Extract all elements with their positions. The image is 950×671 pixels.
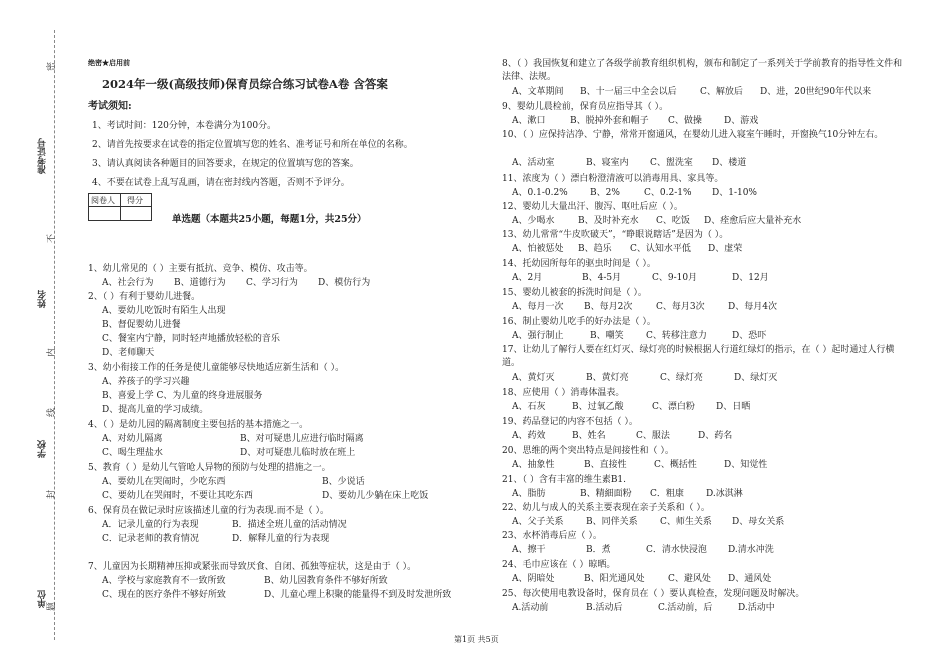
- q18-option-d: D、日晒: [716, 402, 751, 412]
- q21-option-a: A、脂肪: [512, 489, 546, 499]
- q3-option-d: D、提高儿童的学习成绩。: [102, 405, 209, 415]
- q23-option-a: A、擦干: [512, 545, 546, 555]
- q16-option-c: C、转移注意力: [646, 331, 707, 341]
- question-24: 24、毛巾应该在（ ）晾晒。: [502, 560, 616, 570]
- question-25: 25、每次使用电教设备时，保育员在（ ）要认真检查，发现问题及时解决。: [502, 589, 805, 599]
- sidebar-label-school: 学校: [38, 440, 48, 458]
- q4-option-b: B、对可疑患儿应进行临时隔离: [240, 434, 364, 444]
- notice-1: 1、考试时间：120分钟，本卷满分为100分。: [92, 121, 277, 131]
- q8-option-c: C、解放后: [700, 87, 743, 97]
- q9-option-d: D、游戏: [724, 116, 759, 126]
- question-22: 22、幼儿与成人的关系主要表现在亲子关系和（ ）。: [502, 503, 710, 513]
- q24-option-d: D、通风处: [728, 574, 772, 584]
- q10-option-b: B、寝室内: [586, 158, 629, 168]
- q11-option-b: B、2%: [590, 188, 620, 198]
- notice-2: 2、请首先按要求在试卷的指定位置填写您的姓名、准考证号和所在单位的名称。: [92, 140, 413, 150]
- question-3: 3、幼小衔接工作的任务是使儿童能够尽快地适应新生活和（ ）。: [88, 363, 345, 373]
- q11-option-d: D、1-10%: [712, 188, 757, 198]
- notice-4: 4、不要在试卷上乱写乱画，请在密封线内答题，否则不予评分。: [92, 178, 350, 188]
- q22-option-c: C、师生关系: [660, 517, 712, 527]
- q3-option-bc: B、喜爱上学 C、为儿童的终身进展服务: [102, 391, 263, 401]
- question-14: 14、托幼园所每年的驱虫时间是（ ）。: [502, 259, 656, 269]
- q24-option-b: B、阳光通风处: [584, 574, 645, 584]
- q1-option-b: B、道德行为: [174, 278, 226, 288]
- section-heading: 单选题（本题共25小题，每题1分，共25分）: [172, 214, 367, 225]
- q8-option-d: D、进，20世纪90年代以来: [760, 87, 872, 97]
- question-2: 2、（ ）有利于婴幼儿进餐。: [88, 292, 201, 302]
- q15-option-a: A、每月一次: [512, 302, 564, 312]
- q9-option-c: C、做操: [668, 116, 702, 126]
- question-9: 9、婴幼儿晨检前，保育员应指导其（ ）。: [502, 102, 669, 112]
- page-title: 2024年一级(高级技师)保育员综合练习试卷A卷 含答案: [102, 77, 388, 91]
- q6-option-a: A．记录儿童的行为表现: [102, 520, 199, 530]
- q18-option-c: C、漂白粉: [652, 402, 695, 412]
- q4-option-d: D、对可疑患儿临时放在班上: [240, 448, 356, 458]
- question-6: 6、保育员在做记录时应该描述儿童的行为表现.而不是（ ）。: [88, 506, 329, 516]
- q7-option-c: C、现在的医疗条件不够好所致: [102, 590, 226, 600]
- q18-option-a: A、石灰: [512, 402, 546, 412]
- q13-option-c: C、认知水平低: [630, 244, 691, 254]
- q7-option-a: A、学校与家庭教育不一致所致: [102, 576, 226, 586]
- question-18: 18、应使用（ ）消毒体温表。: [502, 388, 625, 398]
- q1-option-d: D、模仿行为: [318, 278, 371, 288]
- question-12: 12、婴幼儿大量出汗、腹泻、呕吐后应（ ）。: [502, 202, 683, 212]
- q10-option-a: A、活动室: [512, 158, 555, 168]
- q21-option-d: D.冰淇淋: [706, 489, 743, 499]
- q5-option-a: A、要幼儿在哭闹时，少吃东西: [102, 477, 226, 487]
- question-5: 5、教育（ ）是幼儿气管呛人异物的预防与处理的措施之一。: [88, 463, 331, 473]
- q17-option-d: D、绿灯灭: [734, 373, 778, 383]
- q15-option-b: B、每月2次: [584, 302, 633, 312]
- q4-option-c: C、喝生理盐水: [102, 448, 163, 458]
- q10-option-c: C、盥洗室: [650, 158, 693, 168]
- q8-option-b: B、十一届三中全会以后: [580, 87, 677, 97]
- q14-option-c: C、9-10月: [652, 273, 698, 283]
- q2-option-c: C、餐室内宁静，同时轻声地播放轻松的音乐: [102, 334, 280, 344]
- question-1: 1、幼儿常见的（ ）主要有抵抗、竞争、模仿、攻击等。: [88, 264, 313, 274]
- q19-option-a: A、药效: [512, 431, 546, 441]
- score-table-score: 得分: [127, 196, 143, 205]
- q18-option-b: B、过氧乙酸: [572, 402, 624, 412]
- question-15: 15、婴幼儿被套的拆洗时间是（ ）。: [502, 288, 647, 298]
- q17-option-a: A、黄灯灭: [512, 373, 555, 383]
- sidebar-label-unit: 单位: [38, 590, 48, 608]
- seal-char-6: 题: [47, 601, 58, 612]
- secret-mark: 绝密★启用前: [88, 58, 130, 67]
- question-13: 13、幼儿常常“牛皮吹破天”，“睁眼说瞎话”是因为（ ）。: [502, 230, 729, 240]
- q3-option-a: A、养孩子的学习兴趣: [102, 377, 190, 387]
- q19-option-b: B、姓名: [572, 431, 606, 441]
- q25-option-c: C.活动前，后: [658, 603, 713, 613]
- sidebar-label-exam-id: 准考证号: [38, 138, 48, 174]
- q6-option-c: C．记录老师的教育情况: [102, 534, 199, 544]
- question-4: 4、（ ）是幼儿园的隔离制度主要包括的基本措施之一。: [88, 420, 309, 430]
- q23-option-d: D.清水冲洗: [728, 545, 774, 555]
- q5-option-c: C、要幼儿在哭闹时，不要让其吃东西: [102, 491, 253, 501]
- q14-option-d: D、12月: [732, 273, 769, 283]
- q13-option-d: D、虚荣: [708, 244, 743, 254]
- q22-option-b: B、同伴关系: [586, 517, 638, 527]
- q1-option-c: C、学习行为: [246, 278, 298, 288]
- seal-char-3: 内: [47, 347, 58, 358]
- q16-option-d: D、恐吓: [732, 331, 767, 341]
- question-21: 21、（ ）含有丰富的维生素B1.: [502, 475, 627, 485]
- q19-option-d: D、药名: [698, 431, 733, 441]
- q24-option-c: C、避风处: [668, 574, 711, 584]
- q14-option-a: A、2月: [512, 273, 543, 283]
- q11-option-c: C、0.2-1%: [644, 188, 692, 198]
- q21-option-b: B、精細面粉: [580, 489, 632, 499]
- q7-option-d: D、儿童心理上积聚的能量得不到及时发泄所致: [264, 590, 452, 600]
- notice-3: 3、请认真阅读各种题目的回答要求，在规定的位置填写您的答案。: [92, 159, 359, 169]
- question-17: 17、让幼儿了解行人要在红灯灭、绿灯亮的时候根据人行道红绿灯的指示，在（ ）起时通过人行横道。: [502, 345, 895, 368]
- q10-option-d: D、楼道: [712, 158, 747, 168]
- q20-option-b: B、直接性: [584, 460, 627, 470]
- q2-option-a: A、要幼儿吃饭时有陌生人出现: [102, 306, 226, 316]
- q17-option-b: B、黄灯亮: [586, 373, 629, 383]
- q22-option-a: A、父子关系: [512, 517, 564, 527]
- notice-title: 考试须知:: [88, 101, 132, 112]
- score-table-reviewer: 阅卷人: [91, 196, 115, 205]
- q7-option-b: B、幼儿园教育条件不够好所致: [264, 576, 388, 586]
- question-23: 23、水杯消毒后应（ ）。: [502, 531, 602, 541]
- seal-char-5: 封: [47, 489, 58, 500]
- q12-option-a: A、少喝水: [512, 216, 555, 226]
- q13-option-a: A、怕被惩处: [512, 244, 564, 254]
- q9-option-a: A、漱口: [512, 116, 546, 126]
- q12-option-d: D、痊愈后应大量补充水: [704, 216, 802, 226]
- q20-option-a: A、抽象性: [512, 460, 555, 470]
- q4-option-a: A、对幼儿隔离: [102, 434, 163, 444]
- q1-option-a: A、社会行为: [102, 278, 154, 288]
- q23-option-c: C．清水快浸泡: [646, 545, 707, 555]
- q24-option-a: A、阴暗处: [512, 574, 555, 584]
- q6-option-b: B．描述全班儿童的活动情况: [232, 520, 347, 530]
- q9-option-b: B、脱掉外套和帽子: [570, 116, 649, 126]
- q16-option-b: B、嘲笑: [590, 331, 624, 341]
- question-16: 16、制止婴幼儿吃手的好办法是（ ）。: [502, 317, 656, 327]
- page-footer: 第1页 共5页: [454, 635, 499, 644]
- question-20: 20、思维的两个突出特点是间接性和（ ）。: [502, 446, 674, 456]
- q12-option-c: C、吃饭: [656, 216, 690, 226]
- seal-line: [54, 30, 55, 640]
- question-10: 10、（ ）应保持洁净、宁静，常常开窗通风，在婴幼儿进入寝室午睡时，开窗换气10分钟左右。: [502, 130, 884, 140]
- q2-option-d: D、老师聊天: [102, 348, 155, 358]
- q14-option-b: B、4-5月: [582, 273, 622, 283]
- score-table: [88, 193, 152, 221]
- seal-char-1: 密: [47, 61, 58, 72]
- question-19: 19、药品登记的内容不包括（ ）。: [502, 417, 638, 427]
- q5-option-b: B、少说话: [322, 477, 365, 487]
- seal-char-2: 不: [47, 233, 58, 244]
- question-11: 11、浓度为（ ）漂白粉澄清液可以消毒用具、家具等。: [502, 174, 724, 184]
- q21-option-c: C．粗康: [650, 489, 684, 499]
- q6-option-d: D．解释儿童的行为表现: [232, 534, 330, 544]
- q2-option-b: B、督促婴幼儿进餐: [102, 320, 181, 330]
- seal-char-4: 线: [47, 407, 58, 418]
- q13-option-b: B、趋乐: [578, 244, 612, 254]
- q5-option-d: D、要幼儿少躺在床上吃饭: [322, 491, 429, 501]
- q17-option-c: C、绿灯亮: [660, 373, 703, 383]
- q25-option-b: B.活动后: [586, 603, 623, 613]
- q23-option-b: B．煮: [586, 545, 611, 555]
- q15-option-c: C、每月3次: [656, 302, 705, 312]
- q20-option-d: D、知觉性: [724, 460, 768, 470]
- sidebar-label-name: 姓名: [38, 290, 48, 308]
- q12-option-b: B、及时补充水: [578, 216, 639, 226]
- q11-option-a: A、0.1-0.2%: [512, 188, 568, 198]
- q8-option-a: A、文革期间: [512, 87, 564, 97]
- q19-option-c: C、服法: [636, 431, 670, 441]
- q15-option-d: D、每月4次: [728, 302, 777, 312]
- q22-option-d: D、母女关系: [732, 517, 785, 527]
- q16-option-a: A、强行制止: [512, 331, 564, 341]
- question-8: 8、（ ）我国恢复和建立了各级学前教育组织机构，颁布和制定了一系列关于学前教育的指导性文件和法律、法规。: [502, 59, 903, 82]
- q25-option-d: D.活动中: [738, 603, 775, 613]
- question-7: 7、儿童因为长期精神压抑或紧张而导致厌食、自闭、孤独等症状，这是由于（ ）。: [88, 562, 417, 572]
- q25-option-a: A.活动前: [512, 603, 549, 613]
- q20-option-c: C、概括性: [654, 460, 697, 470]
